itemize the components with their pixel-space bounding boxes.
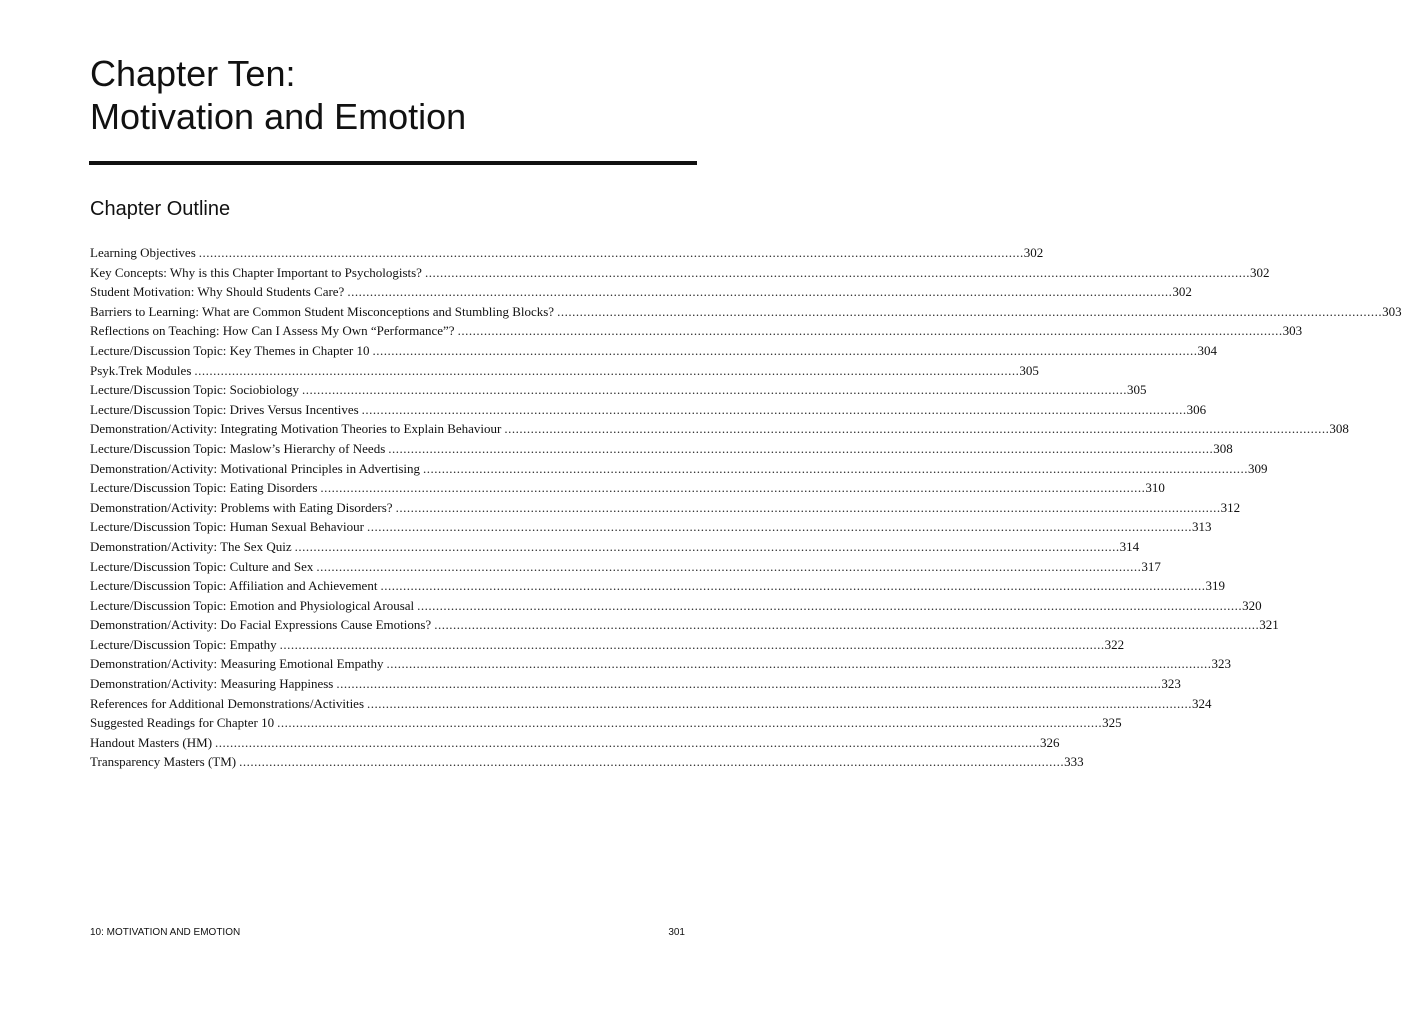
page-number: 301 bbox=[668, 927, 685, 938]
toc-entry-label: Demonstration/Activity: Motivational Principles in Advertising bbox=[90, 460, 421, 476]
toc-entry bbox=[90, 341, 1217, 361]
running-footer: 10: MOTIVATION AND EMOTION bbox=[90, 927, 241, 938]
toc-entry bbox=[90, 713, 1122, 733]
toc-dot-leader: ............................................................................................................................................................................................................................ bbox=[423, 460, 1249, 476]
toc-entry-label: Suggested Readings for Chapter 10 bbox=[90, 715, 275, 731]
toc-dot-leader: ............................................................................................................................................................................................................................ bbox=[294, 538, 1120, 554]
toc-entry-label: Key Concepts: Why is this Chapter Important to Psychologists? bbox=[90, 264, 422, 280]
toc-entry bbox=[90, 380, 1147, 400]
toc-dot-leader: ............................................................................................................................................................................................................................ bbox=[417, 597, 1243, 613]
toc-entry bbox=[90, 537, 1140, 557]
toc-dot-leader: ............................................................................................................................................................................................................................ bbox=[361, 401, 1187, 417]
toc-entry bbox=[90, 635, 1125, 655]
toc-entry bbox=[90, 478, 1165, 498]
toc-dot-leader: ............................................................................................................................................................................................................................ bbox=[457, 323, 1283, 339]
toc-entry-page: 320 bbox=[1242, 597, 1262, 613]
toc-entry bbox=[90, 498, 1241, 518]
toc-entry bbox=[90, 243, 1044, 263]
toc-entry bbox=[90, 733, 1060, 753]
toc-entry-page: 319 bbox=[1205, 578, 1225, 594]
toc-dot-leader: ............................................................................................................................................................................................................................ bbox=[336, 676, 1162, 692]
toc-entry-page: 323 bbox=[1211, 656, 1232, 672]
toc-entry bbox=[90, 459, 1268, 479]
toc-entry-page: 333 bbox=[1064, 754, 1084, 770]
toc-dot-leader: ............................................................................................................................................................................................................................ bbox=[372, 342, 1198, 358]
toc-entry-page: 323 bbox=[1161, 676, 1181, 692]
outline-heading: Chapter Outline bbox=[90, 198, 231, 220]
toc-entry-page: 310 bbox=[1145, 480, 1165, 496]
toc-entry-page: 322 bbox=[1104, 636, 1125, 652]
toc-entry-label: Barriers to Learning: What are Common Student Misconceptions and Stumbling Blocks? bbox=[90, 303, 555, 319]
toc-dot-leader: ............................................................................................................................................................................................................................ bbox=[380, 578, 1206, 594]
toc-dot-leader: ............................................................................................................................................................................................................................ bbox=[557, 303, 1383, 319]
toc-entry-label: Demonstration/Activity: Problems with Eating Disorders? bbox=[90, 499, 393, 515]
chapter-title bbox=[90, 52, 466, 138]
toc-entry-label: Lecture/Discussion Topic: Key Themes in Chapter 10 bbox=[90, 342, 370, 358]
toc-dot-leader: ............................................................................................................................................................................................................................ bbox=[504, 421, 1330, 437]
toc-dot-leader: ............................................................................................................................................................................................................................ bbox=[395, 499, 1221, 515]
toc-entry-label: Demonstration/Activity: Measuring Emotional Empathy bbox=[90, 656, 384, 672]
toc-entry-page: 305 bbox=[1019, 362, 1039, 378]
toc-entry-page: 303 bbox=[1382, 303, 1402, 319]
toc-entry bbox=[90, 674, 1181, 694]
table-of-contents bbox=[90, 243, 1402, 772]
chapter-name-line: Motivation and Emotion bbox=[90, 96, 467, 137]
toc-dot-leader: ............................................................................................................................................................................................................................ bbox=[320, 480, 1146, 496]
toc-entry-page: 325 bbox=[1102, 715, 1122, 731]
toc-entry-label: Learning Objectives bbox=[90, 245, 196, 260]
toc-entry-label: Lecture/Discussion Topic: Empathy bbox=[90, 636, 277, 652]
toc-entry-label: Lecture/Discussion Topic: Sociobiology bbox=[90, 382, 299, 398]
toc-entry bbox=[90, 419, 1349, 439]
toc-entry-page: 302 bbox=[1023, 245, 1044, 260]
toc-entry-label: Lecture/Discussion Topic: Eating Disorders bbox=[90, 480, 318, 496]
toc-dot-leader: ............................................................................................................................................................................................................................ bbox=[279, 636, 1105, 652]
toc-entry bbox=[90, 321, 1303, 341]
toc-entry bbox=[90, 282, 1192, 302]
toc-entry bbox=[90, 752, 1084, 772]
toc-entry-label: Lecture/Discussion Topic: Drives Versus Incentives bbox=[90, 401, 359, 417]
toc-entry-page: 314 bbox=[1119, 538, 1140, 554]
toc-dot-leader: ............................................................................................................................................................................................................................ bbox=[277, 715, 1103, 731]
toc-entry-label: Student Motivation: Why Should Students Care? bbox=[90, 284, 345, 300]
toc-entry-label: Demonstration/Activity: Do Facial Expressions Cause Emotions? bbox=[90, 617, 432, 633]
toc-entry-label: Lecture/Discussion Topic: Affiliation and Achievement bbox=[90, 578, 378, 594]
toc-entry-label: Demonstration/Activity: Integrating Motivation Theories to Explain Behaviour bbox=[90, 421, 502, 437]
toc-entry-page: 303 bbox=[1282, 323, 1303, 339]
toc-entry-page: 317 bbox=[1141, 558, 1161, 574]
toc-dot-leader: ............................................................................................................................................................................................................................ bbox=[388, 440, 1214, 456]
toc-entry-label: Transparency Masters (TM) bbox=[90, 754, 237, 770]
toc-entry bbox=[90, 400, 1207, 420]
toc-dot-leader: ............................................................................................................................................................................................................................ bbox=[316, 558, 1142, 574]
toc-entry-page: 302 bbox=[1249, 264, 1270, 280]
toc-entry-label: Reflections on Teaching: How Can I Assess My Own “Performance”? bbox=[90, 323, 455, 339]
toc-entry bbox=[90, 517, 1212, 537]
toc-dot-leader: ............................................................................................................................................................................................................................ bbox=[347, 284, 1173, 300]
toc-dot-leader: ............................................................................................................................................................................................................................ bbox=[366, 519, 1192, 535]
toc-entry-page: 304 bbox=[1197, 342, 1217, 358]
toc-entry bbox=[90, 596, 1262, 616]
toc-dot-leader: ............................................................................................................................................................................................................................ bbox=[424, 264, 1250, 280]
toc-entry-label: Handout Masters (HM) bbox=[90, 734, 213, 750]
toc-dot-leader: ............................................................................................................................................................................................................................ bbox=[302, 382, 1127, 398]
toc-entry-page: 312 bbox=[1220, 499, 1241, 515]
toc-entry-page: 305 bbox=[1127, 382, 1147, 398]
toc-entry bbox=[90, 654, 1232, 674]
toc-dot-leader: ............................................................................................................................................................................................................................ bbox=[386, 656, 1212, 672]
toc-entry-label: Lecture/Discussion Topic: Maslow’s Hierarchy of Needs bbox=[90, 440, 386, 456]
toc-dot-leader: ............................................................................................................................................................................................................................ bbox=[215, 734, 1041, 750]
toc-dot-leader: ............................................................................................................................................................................................................................ bbox=[434, 617, 1260, 633]
toc-dot-leader: ............................................................................................................................................................................................................................ bbox=[239, 754, 1065, 770]
toc-entry-label: Lecture/Discussion Topic: Emotion and Physiological Arousal bbox=[90, 597, 415, 613]
toc-entry bbox=[90, 302, 1402, 322]
toc-entry bbox=[90, 439, 1233, 459]
toc-entry-page: 308 bbox=[1213, 440, 1233, 456]
toc-dot-leader: ............................................................................................................................................................................................................................ bbox=[367, 695, 1193, 711]
toc-entry-label: Demonstration/Activity: Measuring Happiness bbox=[90, 676, 334, 692]
toc-entry-page: 326 bbox=[1040, 734, 1060, 750]
toc-dot-leader: ............................................................................................................................................................................................................................ bbox=[194, 362, 1020, 378]
toc-entry-label: Lecture/Discussion Topic: Culture and Sex bbox=[90, 558, 314, 574]
toc-entry bbox=[90, 361, 1039, 381]
toc-entry-page: 302 bbox=[1172, 284, 1192, 300]
toc-entry bbox=[90, 263, 1270, 283]
toc-entry-page: 313 bbox=[1191, 519, 1212, 535]
toc-entry-page: 306 bbox=[1186, 401, 1207, 417]
toc-entry bbox=[90, 557, 1161, 577]
toc-entry bbox=[90, 694, 1212, 714]
toc-entry-page: 321 bbox=[1259, 617, 1279, 633]
toc-entry-label: References for Additional Demonstrations/Activities bbox=[90, 695, 365, 711]
toc-entry-page: 324 bbox=[1192, 695, 1212, 711]
toc-entry-label: Psyk.Trek Modules bbox=[90, 362, 192, 378]
toc-entry bbox=[90, 576, 1225, 596]
toc-dot-leader: ............................................................................................................................................................................................................................ bbox=[198, 245, 1024, 260]
title-divider bbox=[89, 161, 697, 165]
toc-entry-page: 309 bbox=[1248, 460, 1268, 476]
toc-entry-label: Lecture/Discussion Topic: Human Sexual Behaviour bbox=[90, 519, 364, 535]
toc-entry-page: 308 bbox=[1329, 421, 1349, 437]
chapter-number-line: Chapter Ten: bbox=[90, 53, 296, 94]
toc-entry bbox=[90, 615, 1279, 635]
toc-entry-label: Demonstration/Activity: The Sex Quiz bbox=[90, 538, 292, 554]
